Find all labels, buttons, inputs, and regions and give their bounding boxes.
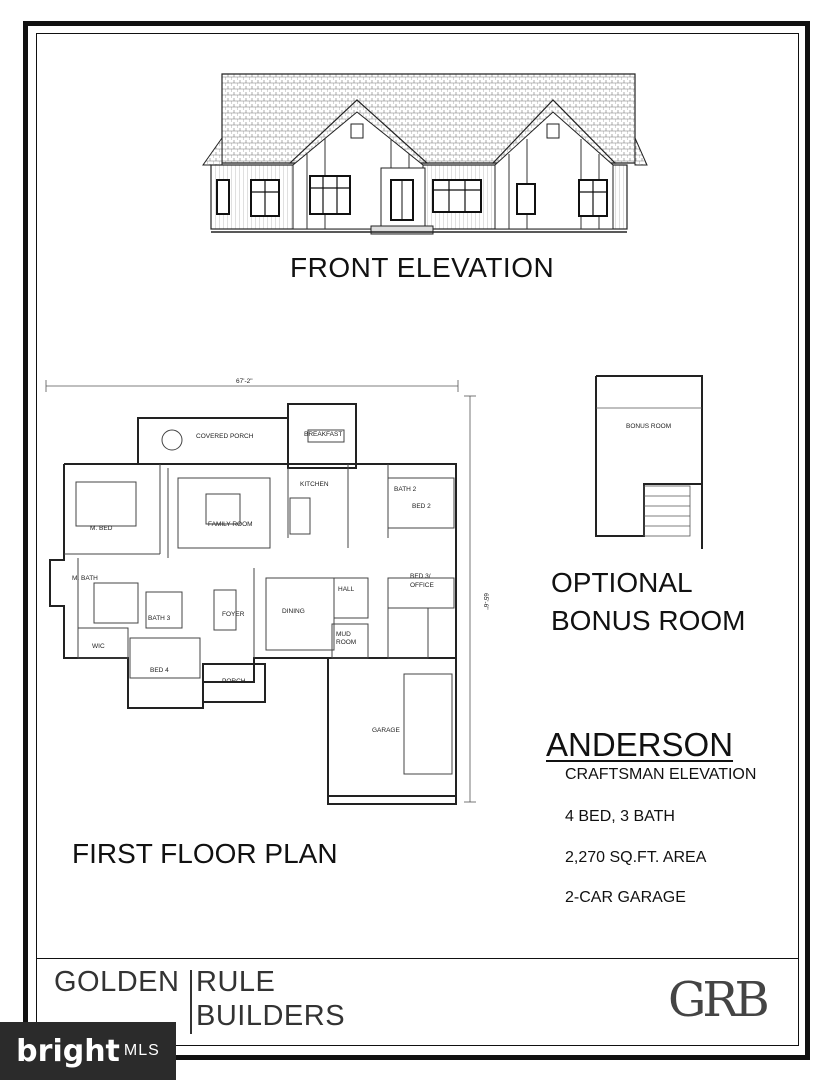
room-label-bed3: BED 3/ [410, 573, 431, 580]
room-label-office: OFFICE [410, 582, 434, 589]
room-label-covered-porch: COVERED PORCH [196, 433, 254, 440]
model-style: CRAFTSMAN ELEVATION [565, 766, 757, 783]
room-label-dining: DINING [282, 608, 305, 615]
room-label-bath3: BATH 3 [148, 615, 171, 622]
mls-word: bright [16, 1033, 120, 1069]
brand-rule: RULE [196, 966, 276, 998]
mls-suffix: MLS [123, 1042, 160, 1059]
bonus-title-line1: OPTIONAL [551, 567, 693, 598]
plan-width-dimension: 67'-2" [236, 378, 253, 385]
front-elevation-drawing [195, 68, 645, 240]
spec-area: 2,270 SQ.FT. AREA [565, 849, 707, 866]
grb-logo: GRB [668, 972, 766, 1028]
room-label-garage: GARAGE [372, 727, 400, 734]
title-block-rule [36, 958, 799, 959]
room-label-m-bath: M. BATH [72, 575, 98, 582]
model-name: ANDERSON [546, 726, 734, 763]
room-label-family-room: FAMILY ROOM [208, 521, 253, 528]
front-elevation-title: FRONT ELEVATION [290, 252, 555, 283]
room-label-room: ROOM [336, 639, 357, 646]
room-label-foyer: FOYER [222, 611, 245, 618]
bonus-room-label: BONUS ROOM [626, 423, 672, 430]
plan-depth-dimension: 65'-6" [482, 593, 489, 610]
bonus-room-drawing [592, 374, 716, 554]
spec-bed-bath: 4 BED, 3 BATH [565, 808, 675, 825]
room-label-bed2: BED 2 [412, 503, 431, 510]
room-label-bath2: BATH 2 [394, 486, 417, 493]
room-label-porch: PORCH [222, 678, 246, 685]
brand-separator [190, 970, 192, 1034]
mls-watermark-badge [0, 1022, 176, 1080]
brand-golden: GOLDEN [54, 966, 180, 998]
room-label-bed4: BED 4 [150, 667, 169, 674]
bonus-title-line2: BONUS ROOM [551, 605, 746, 636]
spec-garage: 2-CAR GARAGE [565, 889, 686, 906]
first-floor-plan-title: FIRST FLOOR PLAN [72, 838, 338, 869]
room-label-m-bed: M. BED [90, 525, 113, 532]
brand-builders: BUILDERS [196, 1000, 346, 1032]
room-label-hall: HALL [338, 586, 355, 593]
room-label-mud: MUD [336, 631, 351, 638]
room-label-kitchen: KITCHEN [300, 481, 329, 488]
room-label-wic: WIC [92, 643, 105, 650]
room-label-breakfast: BREAKFAST [304, 431, 343, 438]
first-floor-plan-drawing [38, 378, 488, 808]
